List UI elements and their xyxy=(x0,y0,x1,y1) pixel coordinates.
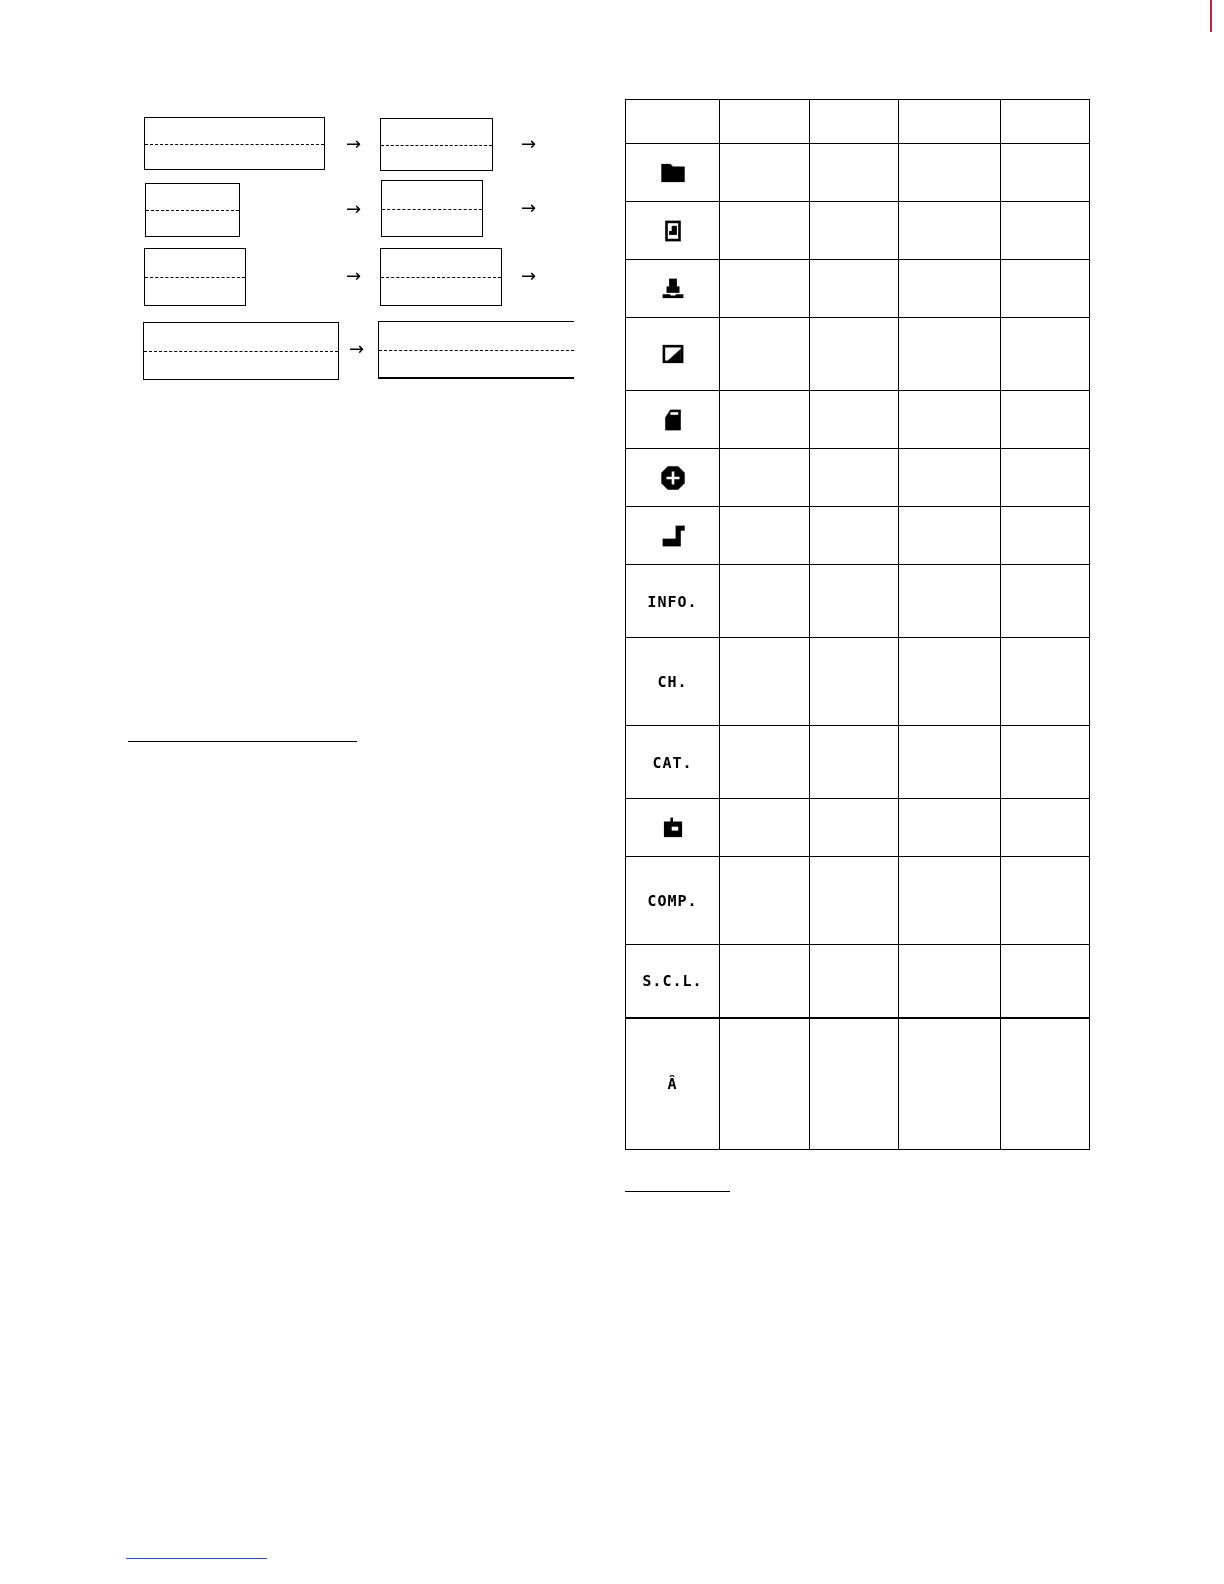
table-cell xyxy=(720,100,810,144)
row-symbol-label: S.C.L. xyxy=(642,972,703,991)
table-cell xyxy=(1001,1018,1090,1150)
row-symbol-label: INFO. xyxy=(647,592,698,611)
table-cell xyxy=(1001,945,1090,1018)
table-cell xyxy=(626,100,720,144)
table-cell xyxy=(1001,726,1090,799)
display-frame xyxy=(380,248,502,306)
table-cell xyxy=(1001,799,1090,857)
table-cell xyxy=(1001,260,1090,318)
table-cell xyxy=(810,507,899,565)
table-cell xyxy=(810,945,899,1018)
row-symbol-cell xyxy=(626,260,720,318)
table-cell xyxy=(810,391,899,449)
display-frame xyxy=(381,180,483,237)
row-symbol-label: Â xyxy=(667,1075,678,1094)
flow-arrow: → xyxy=(346,199,362,220)
section-rule xyxy=(128,741,357,742)
table-cell xyxy=(720,507,810,565)
display-frame xyxy=(145,183,240,237)
table-cell xyxy=(810,449,899,507)
display-frame xyxy=(143,322,339,380)
table-cell xyxy=(720,391,810,449)
table-cell xyxy=(899,449,1001,507)
table-row xyxy=(626,1018,1090,1150)
table-row xyxy=(626,638,1090,726)
table-cell xyxy=(899,945,1001,1018)
folder-icon xyxy=(626,160,719,186)
table-row xyxy=(626,391,1090,449)
table-cell xyxy=(720,565,810,638)
radio-icon xyxy=(626,815,719,841)
row-symbol-cell xyxy=(626,449,720,507)
flow-arrow: → xyxy=(521,134,537,155)
display-frame xyxy=(144,248,246,306)
table-cell xyxy=(810,144,899,202)
footnote-link-rule xyxy=(126,1558,267,1559)
table-cell xyxy=(1001,391,1090,449)
row-symbol-cell xyxy=(626,945,720,1018)
table-cell xyxy=(810,565,899,638)
table-cell xyxy=(810,638,899,726)
table-cell xyxy=(899,638,1001,726)
music-note-icon xyxy=(626,523,719,549)
page-edge-marker xyxy=(1210,0,1212,32)
table-cell xyxy=(899,202,1001,260)
row-symbol-cell xyxy=(626,318,720,391)
row-symbol-label: CAT. xyxy=(652,753,693,772)
table-cell xyxy=(1001,318,1090,391)
row-symbol-cell xyxy=(626,638,720,726)
table-cell xyxy=(720,318,810,391)
table-cell xyxy=(899,799,1001,857)
table-cell xyxy=(899,857,1001,945)
table-note-rule xyxy=(625,1191,730,1192)
table-cell xyxy=(899,726,1001,799)
table-cell xyxy=(899,507,1001,565)
table-row xyxy=(626,799,1090,857)
table-row xyxy=(626,449,1090,507)
table-cell xyxy=(720,260,810,318)
table-cell xyxy=(810,1018,899,1150)
row-symbol-cell xyxy=(626,391,720,449)
flow-arrow: → xyxy=(346,266,362,287)
table-cell xyxy=(720,1018,810,1150)
table-row xyxy=(626,857,1090,945)
table-cell xyxy=(720,799,810,857)
flow-arrow: → xyxy=(346,134,362,155)
display-frame xyxy=(380,118,493,171)
document-icon xyxy=(626,407,719,433)
table-cell xyxy=(1001,507,1090,565)
table-row xyxy=(626,260,1090,318)
table-cell xyxy=(1001,449,1090,507)
table-row xyxy=(626,144,1090,202)
music-file-icon xyxy=(626,218,719,244)
table-cell xyxy=(810,202,899,260)
row-symbol-label: COMP. xyxy=(647,892,698,910)
table-cell xyxy=(720,144,810,202)
table-cell xyxy=(899,318,1001,391)
table-cell xyxy=(810,260,899,318)
table-row xyxy=(626,202,1090,260)
row-symbol-cell xyxy=(626,507,720,565)
table-cell xyxy=(810,318,899,391)
table-cell xyxy=(899,260,1001,318)
table-row xyxy=(626,726,1090,799)
display-frame-open xyxy=(378,321,574,379)
row-symbol-cell xyxy=(626,799,720,857)
flow-arrow: → xyxy=(521,266,537,287)
table-row xyxy=(626,945,1090,1018)
table-cell xyxy=(1001,202,1090,260)
table-cell xyxy=(720,857,810,945)
table-cell xyxy=(1001,100,1090,144)
artist-icon xyxy=(626,276,719,302)
row-symbol-cell xyxy=(626,202,720,260)
row-symbol-cell xyxy=(626,565,720,638)
table-cell xyxy=(1001,638,1090,726)
table-row xyxy=(626,507,1090,565)
table-cell xyxy=(810,100,899,144)
table-cell xyxy=(720,638,810,726)
add-icon xyxy=(626,465,719,491)
table-header-row xyxy=(626,100,1090,144)
table-row xyxy=(626,565,1090,638)
table-cell xyxy=(899,100,1001,144)
display-frame xyxy=(144,117,325,170)
picture-icon xyxy=(626,341,719,367)
table-cell xyxy=(899,391,1001,449)
flow-arrow: → xyxy=(349,339,365,360)
table-cell xyxy=(810,857,899,945)
row-symbol-label: CH. xyxy=(657,673,688,691)
table-row xyxy=(626,318,1090,391)
table-cell xyxy=(899,565,1001,638)
table-cell xyxy=(720,202,810,260)
row-symbol-cell xyxy=(626,857,720,945)
row-symbol-cell xyxy=(626,1018,720,1150)
table-cell xyxy=(720,945,810,1018)
table-cell xyxy=(899,144,1001,202)
row-symbol-cell xyxy=(626,144,720,202)
table-cell xyxy=(810,799,899,857)
row-symbol-cell xyxy=(626,726,720,799)
table-cell xyxy=(1001,857,1090,945)
table-cell xyxy=(1001,565,1090,638)
flow-arrow: → xyxy=(521,198,537,219)
table-cell xyxy=(899,1018,1001,1150)
table-cell xyxy=(720,449,810,507)
table-cell xyxy=(720,726,810,799)
table-cell xyxy=(810,726,899,799)
display-icon-table xyxy=(625,99,1090,1150)
table-cell xyxy=(1001,144,1090,202)
